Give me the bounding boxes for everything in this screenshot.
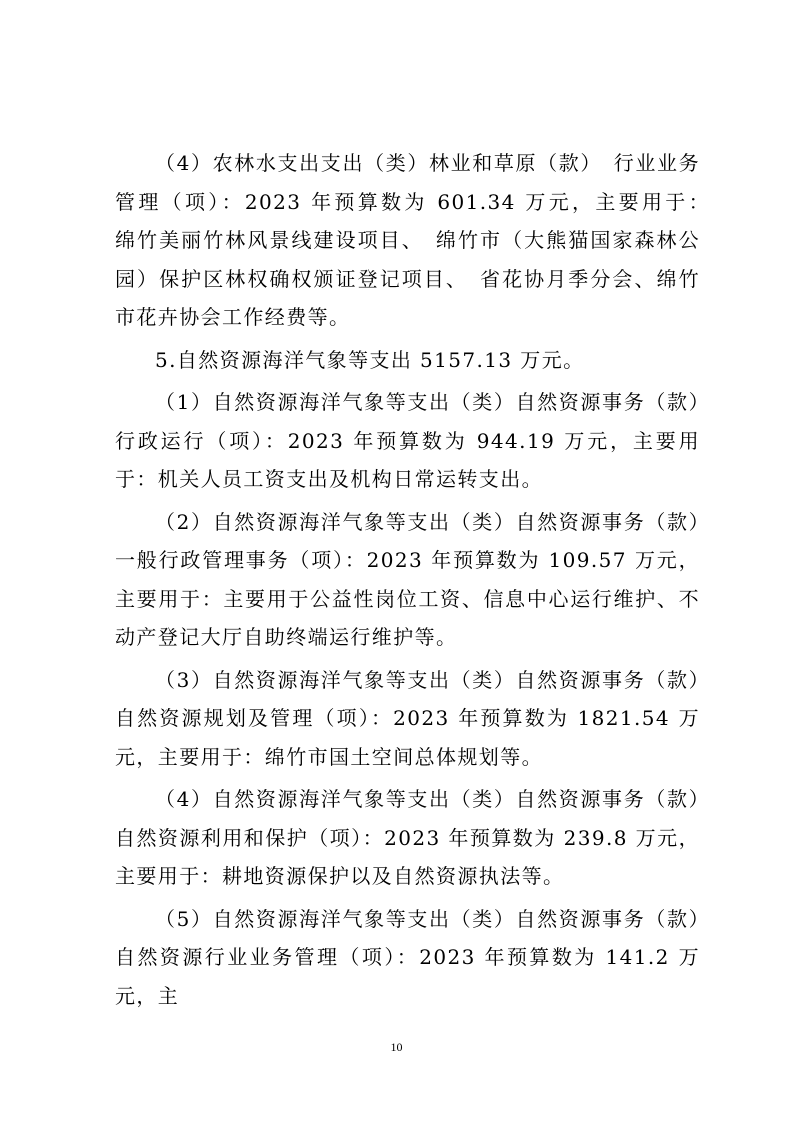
paragraph-forestry-industry-management: （4）农林水支出支出（类）林业和草原（款） 行业业务管理（项）：2023 年预算数为 601.34 万元，主要用于： 绵竹美丽竹林风景线建设项目、 绵竹市（大熊猫国家森林公园）保护区林权确权颁证登记项目、 省花协月季分会、绵竹市花卉协会工作经费等。	[115, 151, 722, 329]
paragraph-planning-and-management: （3）自然资源海洋气象等支出（类）自然资源事务（款）自然资源规划及管理（项）：2023 年预算数为 1821.54 万元，主要用于：绵竹市国土空间总体规划等。	[115, 667, 700, 769]
paragraph-administrative-operation: （1）自然资源海洋气象等支出（类）自然资源事务（款）行政运行（项）：2023 年预算数为 944.19 万元，主要用于：机关人员工资支出及机构日常运转支出。	[115, 390, 700, 491]
document-body	[115, 144, 722, 1019]
paragraph-industry-business-management: （5）自然资源海洋气象等支出（类）自然资源事务（款）自然资源行业业务管理（项）：2023 年预算数为 141.2 万元，主	[115, 906, 700, 1008]
page-number: 10	[390, 1040, 403, 1054]
paragraph-natural-resources-total: 5.自然资源海洋气象等支出 5157.13 万元。	[155, 347, 585, 372]
paragraph-general-administrative-affairs: （2）自然资源海洋气象等支出（类）自然资源事务（款）一般行政管理事务（项）：2023 年预算数为 109.57 万元，主要用于：主要用于公益性岗位工资、信息中心运行维护、不动产登记大厅自助终端运行维护等。	[115, 509, 700, 649]
paragraph-utilization-and-protection: （4）自然资源海洋气象等支出（类）自然资源事务（款）自然资源利用和保护（项）：2023 年预算数为 239.8 万元，主要用于：耕地资源保护以及自然资源执法等。	[115, 787, 700, 888]
